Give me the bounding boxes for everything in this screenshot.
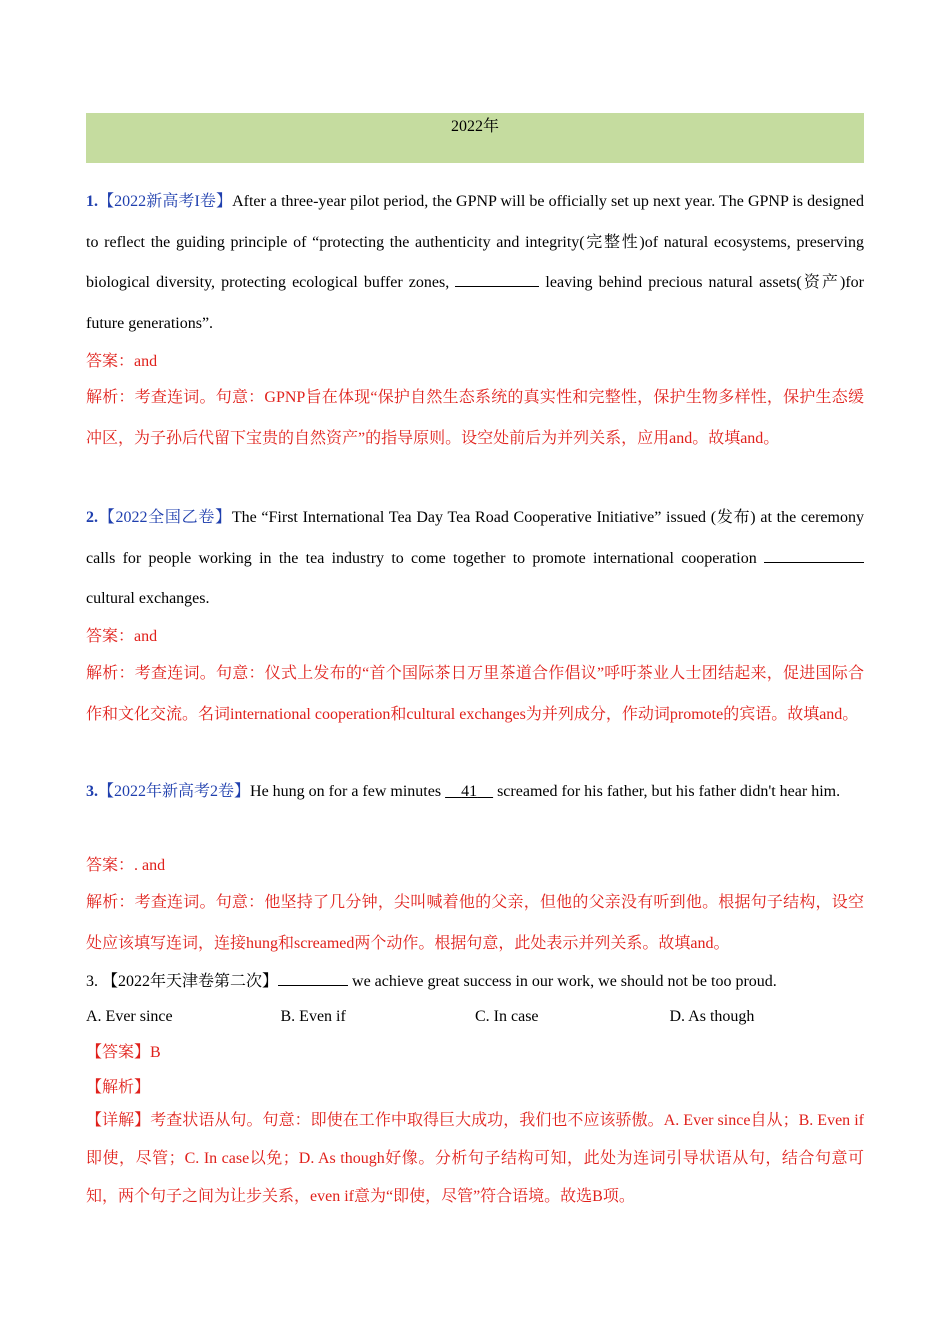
answer-blank — [455, 272, 539, 287]
year-banner — [86, 113, 864, 163]
question-text-part2: leaving behind precious natural assets(资产)for future generations”. — [86, 274, 864, 332]
question-source: 【2022年天津卷第二次】 — [102, 973, 279, 990]
question-source: 【2022全国乙卷】 — [98, 509, 232, 526]
question-number: 1. — [86, 193, 98, 210]
option-b: B. Even if — [280, 1008, 346, 1025]
answer-blank — [764, 548, 864, 563]
option-c: C. In case — [475, 1008, 539, 1025]
question-4 — [86, 971, 864, 992]
question-source: 【2022年新高考2卷】 — [98, 783, 251, 800]
option-a: A. Ever since — [86, 1008, 173, 1025]
question-text-part1: He hung on for a few minutes — [250, 783, 446, 800]
question-2 — [86, 498, 864, 620]
question-text-part2: screamed for his father, but his father didn't hear him. — [493, 783, 841, 800]
explanation-2: 解析：考查连词。句意：仪式上发布的“首个国际茶日万里茶道合作倡议”呼吁茶业人士团结起来，促进国际合作和文化交流。名词international cooperation和cultural exchanges为并列成分，作动词promote的宾语。故填and。 — [86, 665, 864, 723]
answer-blank — [278, 971, 348, 986]
answer-3: 答案：. and — [86, 857, 166, 874]
question-1 — [86, 182, 864, 344]
option-d: D. As though — [669, 1008, 755, 1025]
options-row — [86, 1007, 864, 1027]
question-text-part1: After a three-year pilot period, the GPNP will be officially set up next year. The GPNP is designed to reflect the guiding principle of “protecting the authenticity and integrity(完整性)of natural ecosystems, preserving biological diversity, protecting ecological buffer zones, — [86, 193, 864, 291]
analysis-label: 【解析】 — [86, 1079, 151, 1096]
question-3 — [86, 773, 864, 810]
question-source: 【2022新高考I卷】 — [98, 193, 233, 210]
question-number: 3. — [86, 973, 98, 990]
explanation-1: 解析：考查连词。句意：GPNP旨在体现“保护自然生态系统的真实性和完整性，保护生物多样性，保护生态缓冲区，为子孙后代留下宝贵的自然资产”的指导原则。设空处前后为并列关系，应用and。故填and。 — [86, 389, 864, 447]
blank-number: 41 — [461, 783, 478, 800]
question-number: 3. — [86, 783, 98, 800]
answer-1: 答案：and — [86, 353, 158, 370]
question-number: 2. — [86, 509, 98, 526]
question-text-part1: The “First International Tea Day Tea Road Cooperative Initiative” issued (发布) at the ceremony calls for people working in the tea industry to come together to promote international cooperation — [86, 509, 864, 567]
answer-4: 【答案】B — [86, 1044, 161, 1061]
answer-blank — [445, 783, 493, 800]
answer-2: 答案：and — [86, 628, 158, 645]
question-text-part2: cultural exchanges. — [86, 590, 210, 607]
explanation-3: 解析：考查连词。句意：他坚持了几分钟，尖叫喊着他的父亲，但他的父亲没有听到他。根据句子结构，设空处应该填写连词，连接hung和screamed两个动作。根据句意，此处表示并列关系。故填and。 — [86, 894, 864, 952]
explanation-4: 【详解】考查状语从句。句意：即使在工作中取得巨大成功，我们也不应该骄傲。A. Ever since自从；B. Even if即使，尽管；C. In case以免；D. As though好像。分析句子结构可知，此处为连词引导状语从句，结合句意可知，两个句子之间为让步关系，even if意为“即使，尽管”符合语境。故选B项。 — [86, 1112, 864, 1205]
question-stem: we achieve great success in our work, we should not be too proud. — [348, 973, 777, 990]
year-title: 2022年 — [450, 118, 499, 135]
